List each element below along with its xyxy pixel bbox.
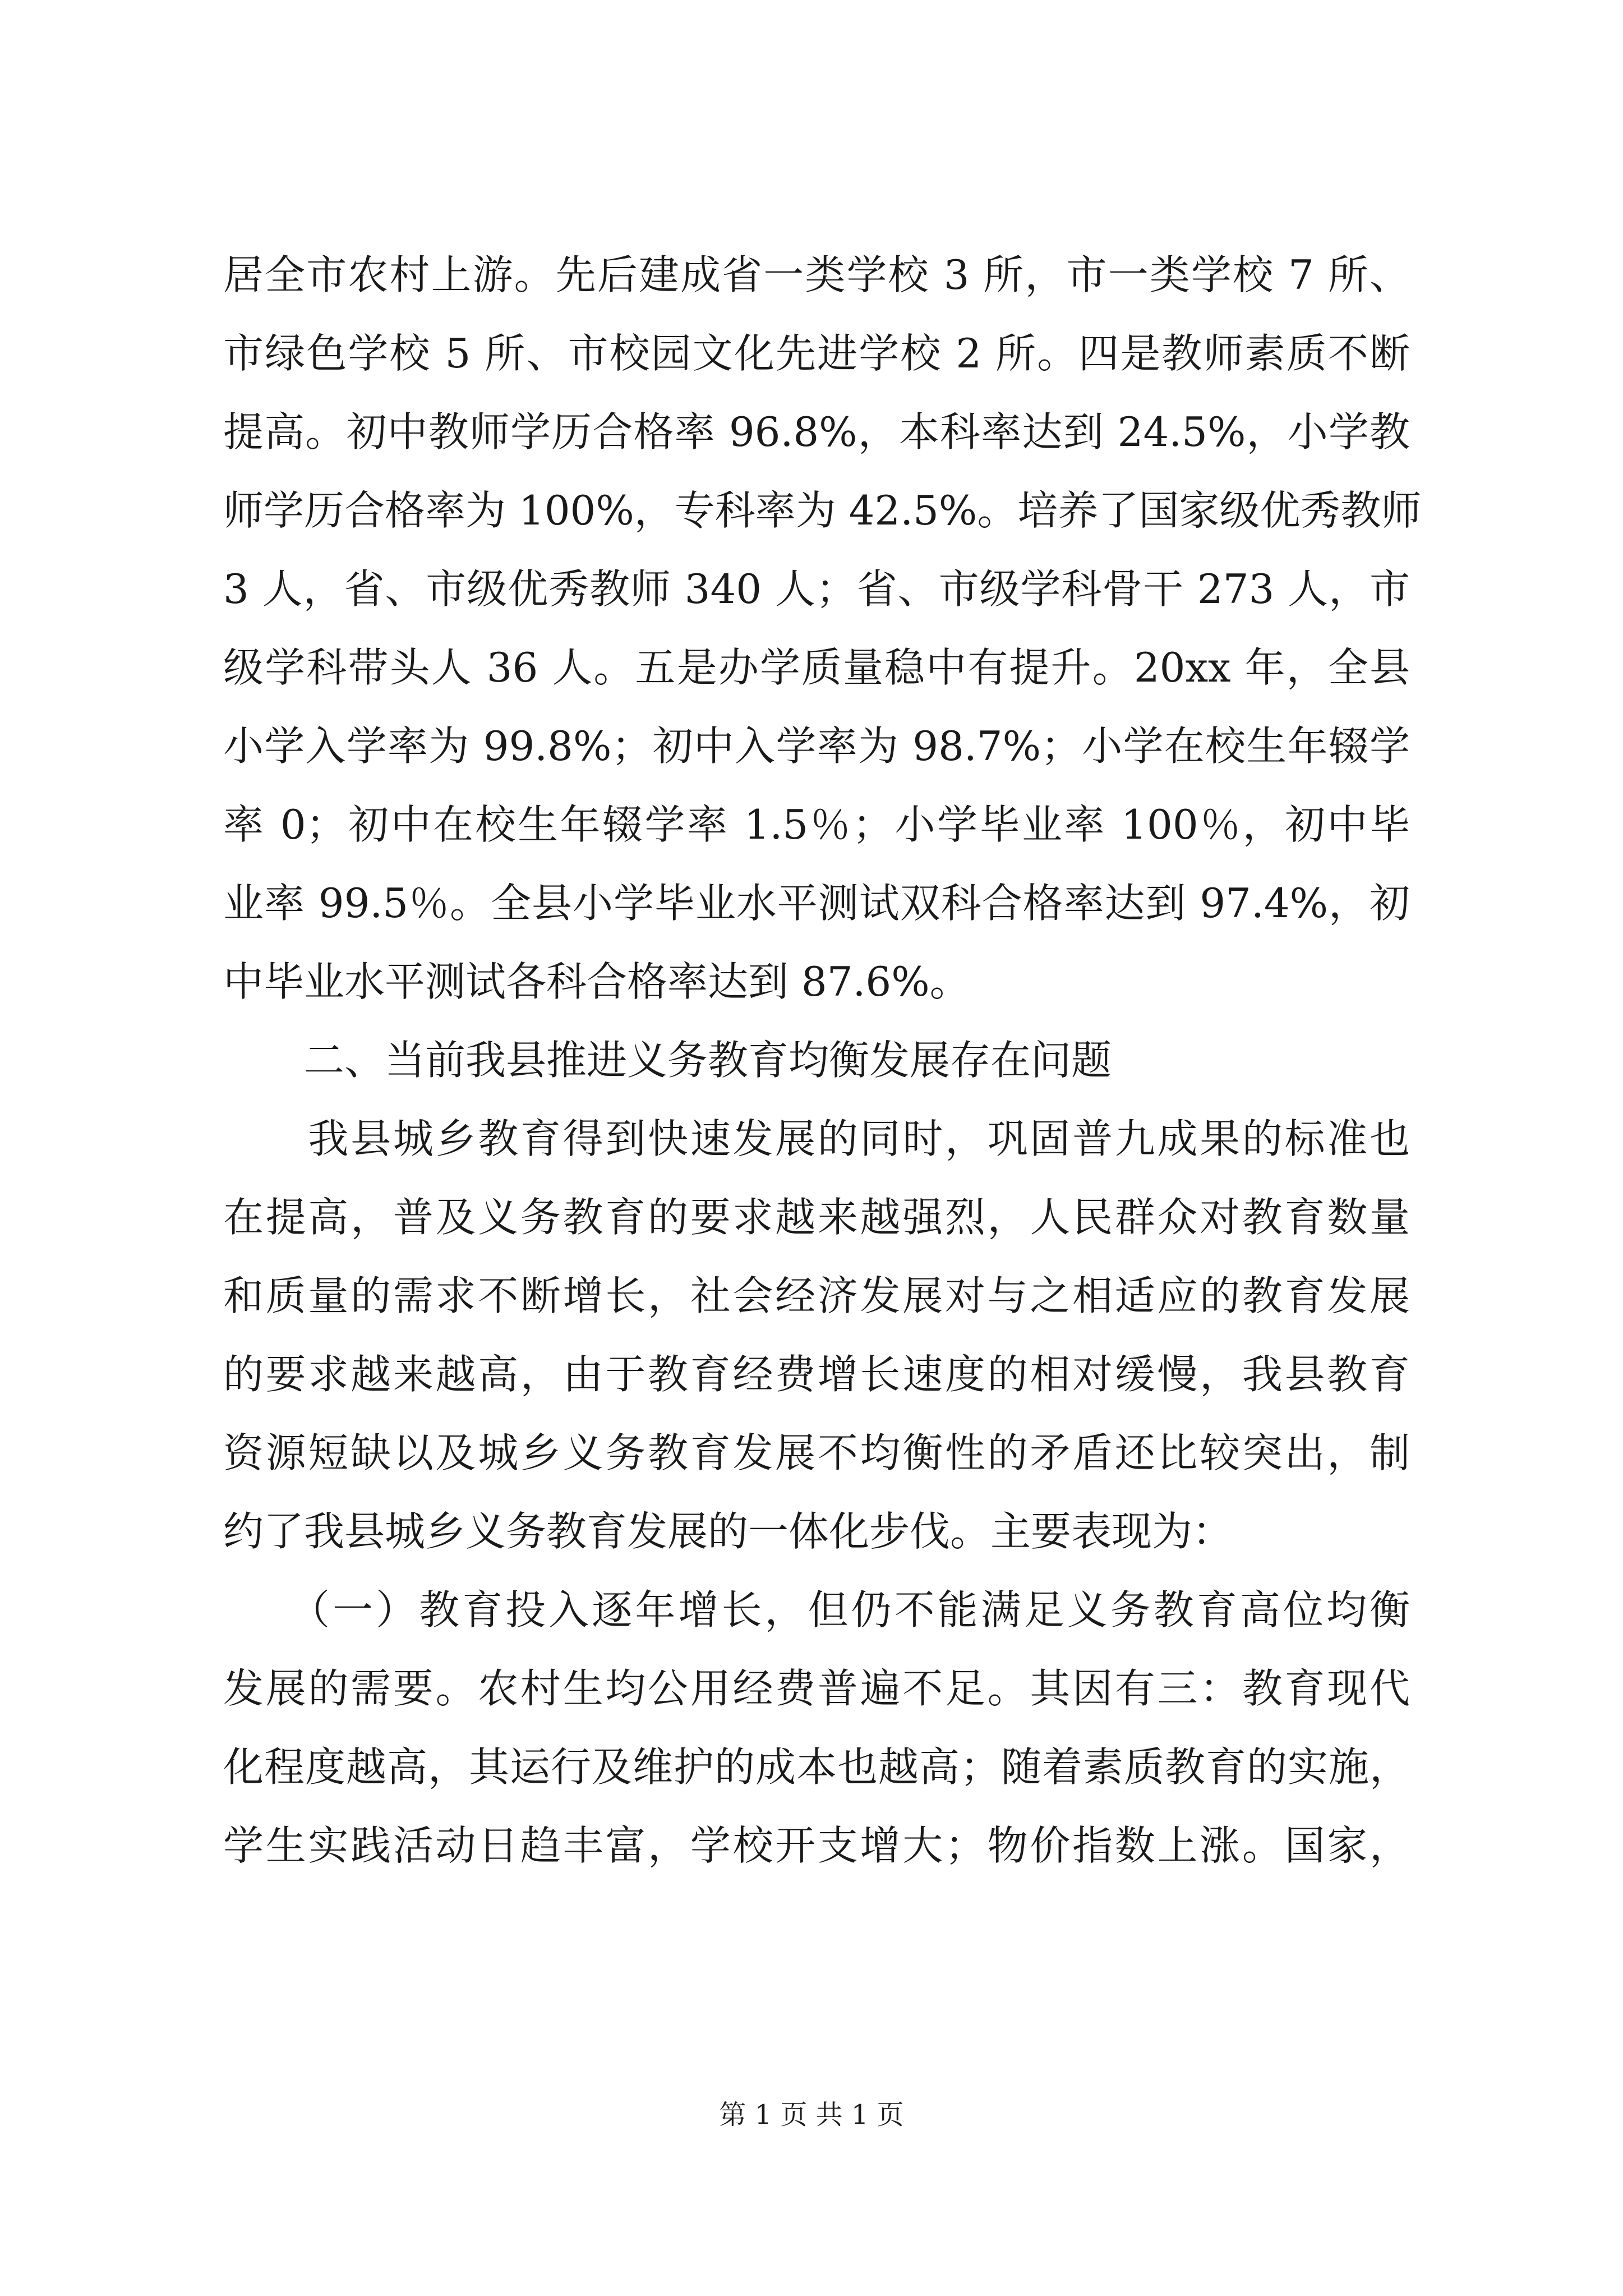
text-line: 我县城乡教育得到快速发展的同时，巩固普九成果的标准也	[223, 1115, 1410, 1162]
text-line: 提高。初中教师学历合格率 96.8%，本科率达到 24.5%，小学教	[223, 408, 1410, 455]
text-line: 发展的需要。农村生均公用经费普遍不足。其因有三：教育现代	[223, 1665, 1410, 1712]
text-line: 3 人，省、市级优秀教师 340 人；省、市级学科骨干 273 人，市	[223, 565, 1410, 613]
text-line: 学生实践活动日趋丰富，学校开支增大；物价指数上涨。国家，	[223, 1822, 1410, 1869]
text-line: 的要求越来越高，由于教育经费增长速度的相对缓慢，我县教育	[223, 1351, 1410, 1398]
text-line: 级学科带头人 36 人。五是办学质量稳中有提升。20xx 年，全县	[223, 644, 1410, 691]
text-line: 在提高，普及义务教育的要求越来越强烈，人民群众对教育数量	[223, 1194, 1410, 1241]
text-line: 化程度越高，其运行及维护的成本也越高；随着素质教育的实施，	[223, 1743, 1410, 1791]
text-line: 师学历合格率为 100%，专科率为 42.5%。培养了国家级优秀教师	[223, 487, 1422, 534]
text-line: （一）教育投入逐年增长，但仍不能满足义务教育高位均衡	[223, 1586, 1410, 1634]
text-line: 市绿色学校 5 所、市校园文化先进学校 2 所。四是教师素质不断	[223, 330, 1410, 377]
text-line: 居全市农村上游。先后建成省一类学校 3 所，市一类学校 7 所、	[223, 251, 1410, 298]
text-line: 业率 99.5％。全县小学毕业水平测试双科合格率达到 97.4%，初	[223, 880, 1410, 927]
text-line: 资源短缺以及城乡义务教育发展不均衡性的矛盾还比较突出，制	[223, 1429, 1410, 1476]
text-line: 约了我县城乡义务教育发展的一体化步伐。主要表现为：	[223, 1508, 1233, 1555]
text-line: 小学入学率为 99.8%；初中入学率为 98.7%；小学在校生年辍学	[223, 723, 1410, 770]
text-line: 中毕业水平测试各科合格率达到 87.6%。	[223, 958, 970, 1005]
text-line: 率 0；初中在校生年辍学率 1.5％；小学毕业率 100％，初中毕	[223, 801, 1410, 848]
text-line: 和质量的需求不断增长，社会经济发展对与之相适应的教育发展	[223, 1272, 1410, 1319]
section-heading: 二、当前我县推进义务教育均衡发展存在问题	[223, 1037, 1112, 1084]
page-footer	[0, 2098, 1623, 2132]
body-text	[223, 236, 1422, 1885]
page-number: 第 1 页 共 1 页	[719, 2099, 904, 2131]
